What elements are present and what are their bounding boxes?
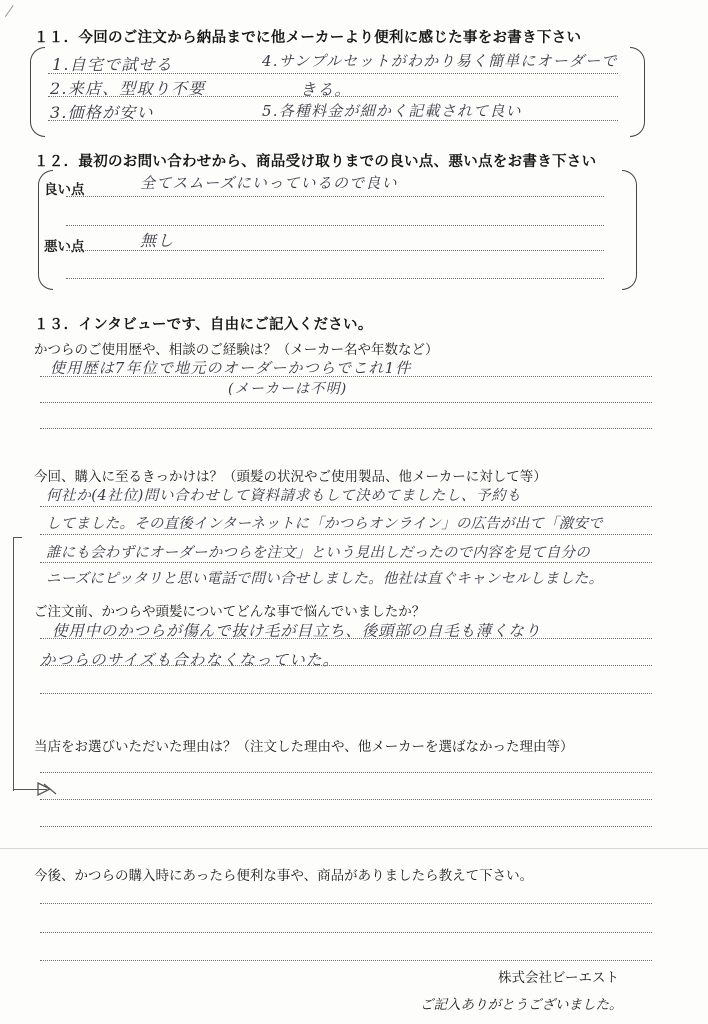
q11-answer-3: 3.価格が安い xyxy=(50,103,154,122)
history-answer-2: (メーカーは不明) xyxy=(228,381,348,397)
trigger-answer-1: 何社か(4社位)問い合わせして資料請求もして決めてましたし、予約も xyxy=(46,488,522,504)
history-rule-1 xyxy=(40,376,652,377)
reason-rule-2 xyxy=(40,799,652,800)
trigger-question: 今回、購入に至るきっかけは？（頭髪の状況やご使用製品、他メーカーに対して等） xyxy=(34,469,547,485)
q11-answer-4: 4.サンプルセットがわかり易く簡単にオーダーで xyxy=(262,52,618,70)
trigger-answer-2: してました。その直後インターネットに「かつらオンライン」の広告が出て「激安で xyxy=(46,516,603,532)
q11-bracket-right xyxy=(630,47,645,137)
future-rule-1 xyxy=(40,903,652,904)
history-answer-1: 使用歴は7年位で地元のオーダーかつらでこれ1件 xyxy=(50,359,412,377)
trigger-rule-1 xyxy=(40,506,652,507)
reason-question: 当店をお選びいただいた理由は？（注文した理由や、他メーカーを選ばなかった理由等） xyxy=(34,739,574,755)
worries-answer-1: 使用中のかつらが傷んで抜け毛が目立ち、後頭部の自毛も薄くなり xyxy=(52,622,542,640)
history-question: かつらのご使用歴や、相談のご経験は？（メーカー名や年数など） xyxy=(34,342,439,358)
q12-rule-3 xyxy=(66,250,604,251)
history-rule-2 xyxy=(40,402,652,403)
trigger-answer-4: ニーズにピッタリと思い電話で問い合せしました。他社は直ぐキャンセルしました。 xyxy=(46,571,604,587)
q12-rule-1 xyxy=(66,196,604,197)
future-rule-3 xyxy=(40,960,652,961)
history-rule-3 xyxy=(40,428,652,429)
bad-point-answer: 無し xyxy=(140,231,175,250)
q12-title: １２．最初のお問い合わせから、商品受け取りまでの良い点、悪い点をお書き下さい xyxy=(34,154,597,170)
scan-artifact xyxy=(0,0,14,17)
q11-answer-2: 2.来店、型取り不要 xyxy=(50,79,206,98)
handdrawn-bracket xyxy=(13,537,22,791)
worries-answer-2: かつらのサイズも合わなくなっていた。 xyxy=(40,651,340,669)
arrow-icon xyxy=(36,781,58,801)
thanks-message: ご記入ありがとうございました。 xyxy=(420,997,623,1013)
bad-point-label: 悪い点 xyxy=(44,239,85,255)
q12-bracket-right xyxy=(622,170,637,290)
company-name: 株式会社ビーエスト xyxy=(498,970,619,986)
q11-title: １１．今回のご注文から納品までに他メーカーより便利に感じた事をお書き下さい xyxy=(34,30,582,46)
q11-answer-1: 1.自宅で試せる xyxy=(52,55,173,74)
worries-rule-2 xyxy=(40,665,652,666)
trigger-rule-3 xyxy=(40,562,652,563)
future-rule-2 xyxy=(40,932,652,933)
worries-rule-1 xyxy=(40,638,652,639)
good-point-answer: 全てスムーズにいっているので良い xyxy=(140,174,398,192)
q12-rule-4 xyxy=(66,278,604,279)
q11-bracket-left xyxy=(30,47,45,137)
good-point-label: 良い点 xyxy=(44,182,85,198)
q11-answer-4-cont: きる。 xyxy=(300,80,352,99)
q13-title: １３．インタビューです、自由にご記入ください。 xyxy=(34,317,373,333)
worries-question: ご注文前、かつらや頭髪についてどんな事で悩んでいましたか？ xyxy=(34,604,426,620)
trigger-answer-3: 誰にも会わずにオーダーかつらを注文」という見出しだったので内容を見て自分の xyxy=(46,545,590,561)
worries-rule-3 xyxy=(40,693,652,694)
trigger-rule-2 xyxy=(40,534,652,535)
q11-answer-5: 5.各種料金が細かく記載されて良い xyxy=(262,102,522,120)
reason-rule-1 xyxy=(40,772,652,773)
q12-rule-2 xyxy=(66,225,604,226)
future-request-question: 今後、かつらの購入時にあったら便利な事や、商品がありましたら教えて下さい。 xyxy=(34,868,534,884)
section-divider xyxy=(0,848,708,849)
reason-rule-3 xyxy=(40,826,652,827)
